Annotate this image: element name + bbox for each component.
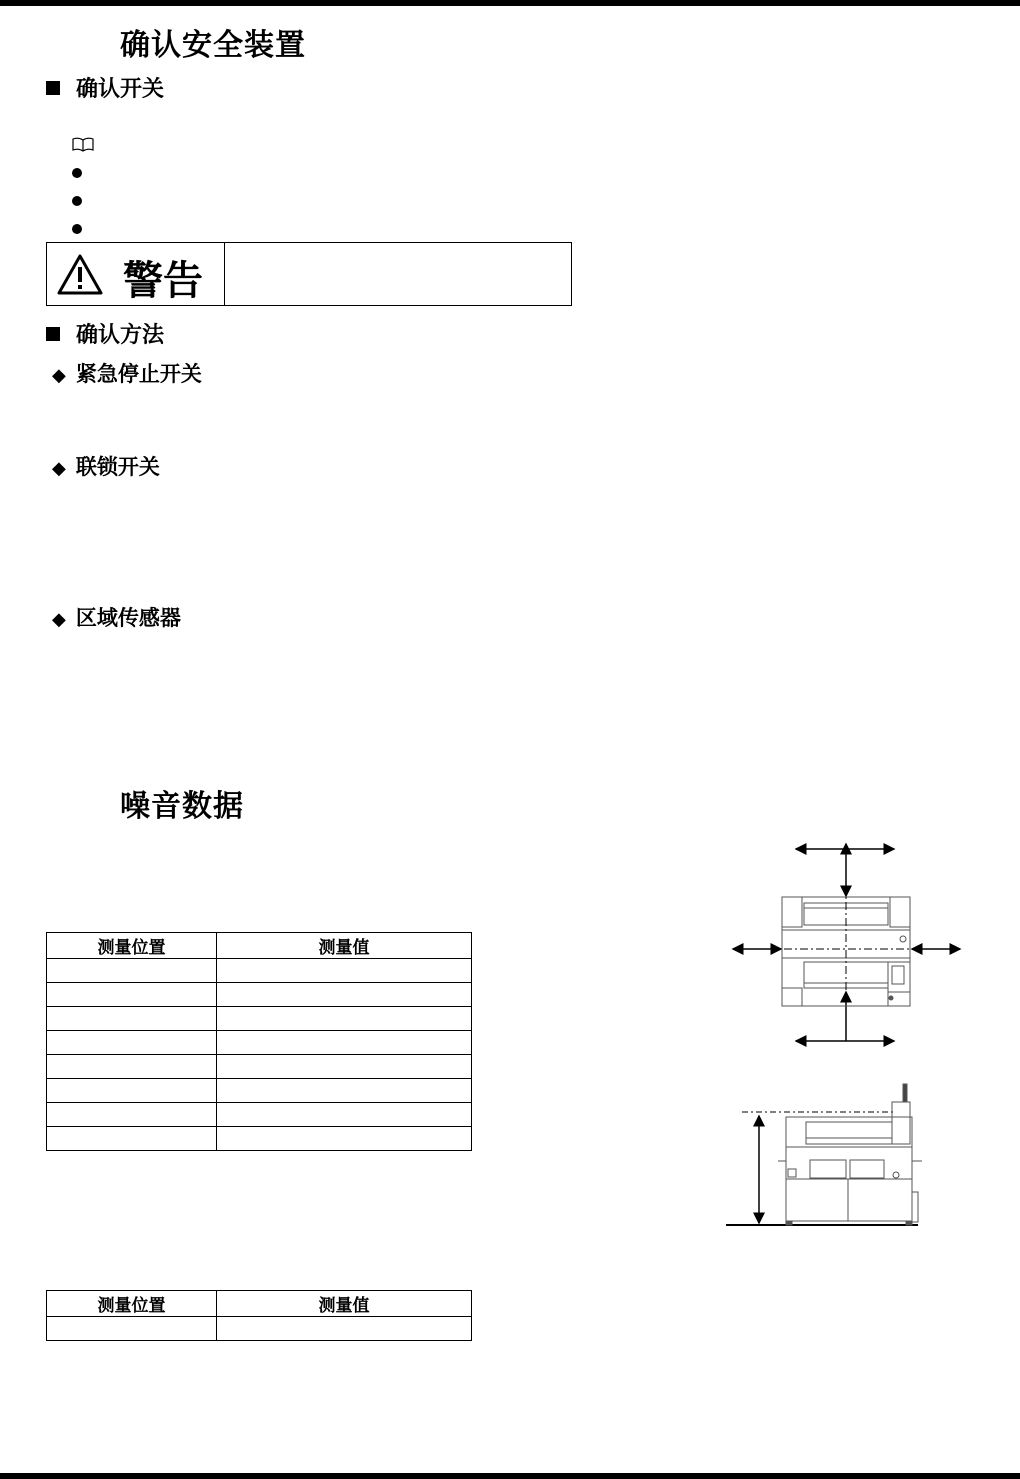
- diamond-bullet-icon: ◆: [52, 365, 66, 386]
- table-row: [47, 1055, 472, 1079]
- table-cell: [47, 1007, 217, 1031]
- bullet-dot-2: [72, 196, 82, 206]
- bottom-rule: [0, 1473, 1020, 1479]
- heading-text: 确认方法: [76, 323, 165, 348]
- table-row: [47, 1103, 472, 1127]
- table-cell: [47, 1055, 217, 1079]
- table-header-row: [47, 1291, 472, 1317]
- item-heading: 联锁开关: [75, 455, 160, 479]
- table-cell: [47, 1103, 217, 1127]
- heading-confirm-method: [46, 318, 164, 349]
- table-row: [47, 959, 472, 983]
- table-cell: [47, 1317, 217, 1341]
- table-cell: [47, 983, 217, 1007]
- table-cell: [217, 959, 472, 983]
- item-interlock: [52, 451, 160, 481]
- col-header-position: 测量位置: [47, 1291, 217, 1317]
- diamond-bullet-icon: ◆: [52, 609, 66, 630]
- book-icon: [72, 137, 94, 152]
- top-rule: [0, 0, 1020, 6]
- table-cell: [47, 1031, 217, 1055]
- col-header-value: 测量值: [217, 933, 472, 959]
- square-bullet-icon: [46, 81, 60, 95]
- table-cell: [47, 1079, 217, 1103]
- item-heading: 紧急停止开关: [75, 362, 202, 386]
- heading-confirm-switch: [46, 72, 164, 103]
- table-cell: [47, 1127, 217, 1151]
- table-row: [47, 1031, 472, 1055]
- bullet-dot-1: [72, 168, 82, 178]
- warning-label-cell: [47, 243, 225, 305]
- table-row: [47, 983, 472, 1007]
- table-row: [47, 1079, 472, 1103]
- table-cell: [217, 1127, 472, 1151]
- section-title-noise: 噪音数据: [120, 789, 244, 824]
- warning-box: [46, 242, 572, 306]
- square-bullet-icon: [46, 327, 60, 341]
- warning-label: 警告: [123, 258, 203, 304]
- noise-table-1: [46, 932, 472, 1151]
- table-cell: [217, 1031, 472, 1055]
- table-cell: [217, 1079, 472, 1103]
- table-header-row: [47, 933, 472, 959]
- table-cell: [217, 983, 472, 1007]
- col-header-position: 测量位置: [47, 933, 217, 959]
- table-cell: [217, 1103, 472, 1127]
- warning-triangle-icon: [56, 253, 104, 296]
- table-cell: [217, 1055, 472, 1079]
- col-header-value: 测量值: [217, 1291, 472, 1317]
- machine-side-view-diagram: [722, 1080, 928, 1232]
- machine-top-view-diagram: [728, 836, 968, 1048]
- table-row: [47, 1127, 472, 1151]
- table-cell: [47, 959, 217, 983]
- table-row: [47, 1317, 472, 1341]
- bullet-dot-3: [72, 224, 82, 234]
- table-cell: [217, 1317, 472, 1341]
- table-row: [47, 1007, 472, 1031]
- section-title-safety: 确认安全装置: [120, 28, 306, 63]
- heading-text: 确认开关: [76, 77, 165, 102]
- item-heading: 区域传感器: [75, 606, 181, 630]
- item-emergency-stop: [52, 358, 202, 388]
- table-cell: [217, 1007, 472, 1031]
- diamond-bullet-icon: ◆: [52, 458, 66, 479]
- noise-table-2: [46, 1290, 472, 1341]
- item-area-sensor: [52, 602, 181, 632]
